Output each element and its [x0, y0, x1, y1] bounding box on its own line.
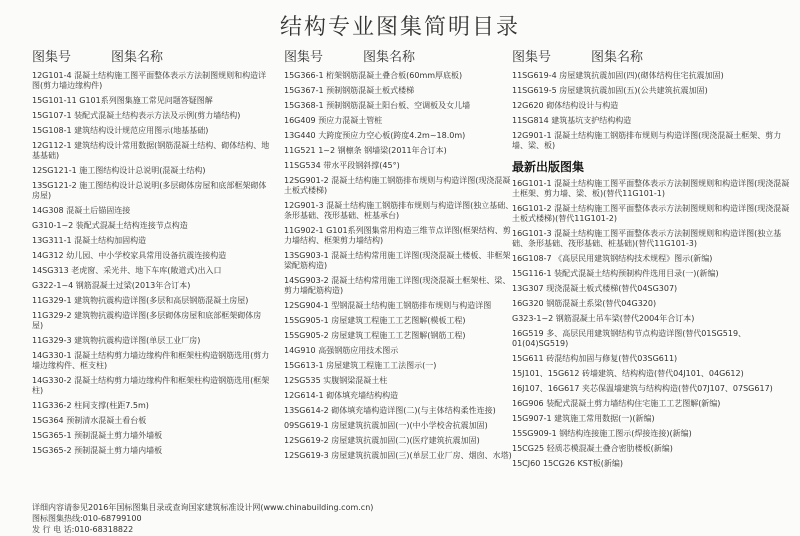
catalog-item: 12G901-3 混凝土结构施工钢筋排布规则与构造详图(独立基础、条形基础、筏形基础、桩基承台): [284, 201, 514, 220]
catalog-item: 15J101、15G612 砖墙建筑、结构构造(替代04J101、04G612): [512, 369, 744, 378]
catalog-item: G323-1~2 钢筋混凝土吊车梁(替代2004年合订本): [512, 314, 695, 323]
new-publications-title: 最新出版图集: [512, 160, 585, 174]
column-header: [284, 46, 514, 65]
catalog-item: 16G320 钢筋混凝土系梁(替代04G320): [512, 299, 657, 308]
catalog-item: 16G101-1 混凝土结构施工图平面整体表示方法制图规则和构造详图(现浇混凝土框架、剪力墙、梁、板)(替代11G101-1): [512, 179, 790, 198]
catalog-item: 14G330-1 混凝土结构剪力墙边缘构件和框架柱构造钢筋选用(剪力墙边缘构件、框支柱): [32, 351, 270, 370]
catalog-item: 12SG535 实腹钢梁混凝土柱: [284, 376, 388, 385]
catalog-item: 11SG534 带水平段钢斜撑(45°): [284, 161, 400, 170]
catalog-column-2: [284, 46, 514, 464]
catalog-item: 15CJ60 15CG26 KST板(新编): [512, 459, 623, 468]
catalog-item: 14G312 幼儿园、中小学校家具常用设备抗震连接构造: [32, 251, 227, 260]
catalog-item: 12G101-4 混凝土结构施工图平面整体表示方法制图规则和构造详图(剪力墙边缘构件): [32, 71, 267, 90]
catalog-item: 11G521 1~2 钢檩条 钢墙梁(2011年合订本): [284, 146, 447, 155]
catalog-item: 15G101-11 G101系列图集施工常见问题答疑图解: [32, 96, 213, 105]
column-header: [512, 46, 792, 65]
catalog-item: 15G116-1 装配式混凝土结构预制构件选用目录(一)(新编): [512, 269, 719, 278]
catalog-item: 11G329-1 建筑物抗震构造详图(多层和高层钢筋混凝土房屋): [32, 296, 249, 305]
catalog-item: 16G108-7 《高层民用建筑钢结构技术规程》图示(新编): [512, 254, 713, 263]
catalog-item: 16G101-2 混凝土结构施工图平面整体表示方法制图规则和构造详图(现浇混凝土板式楼梯)(替代11G101-2): [512, 204, 790, 223]
catalog-list-3: [512, 69, 792, 154]
catalog-item: 12SG904-1 型钢混凝土结构施工钢筋排布规则与构造详图: [284, 301, 492, 310]
catalog-item: 15G365-1 预制混凝土剪力墙外墙板: [32, 431, 163, 440]
catalog-item: 15SG905-2 房屋建筑工程施工工艺图解(钢筋工程): [284, 331, 466, 340]
catalog-item: 14SG903-2 混凝土结构常用施工详图(现浇混凝土框架柱、梁、剪力墙配筋构造): [284, 276, 511, 295]
distribution-phone: 发 行 电 话:010-68318822: [32, 525, 134, 534]
column-header: [32, 46, 272, 65]
catalog-item: 16G101-3 混凝土结构施工图平面整体表示方法制图规则和构造详图(独立基础、条形基础、筏形基础、桩基础)(替代11G101-3): [512, 229, 782, 248]
catalog-item: 14SG313 老虎窗、采光井、地下车库(敞道式)出入口: [32, 266, 222, 275]
catalog-item: 11SG619-5 房屋建筑抗震加固(五)(公共建筑抗震加固): [512, 86, 708, 95]
catalog-item: 15G368-1 预制钢筋混凝土阳台板、空调板及女儿墙: [284, 101, 471, 110]
catalog-item: 14G330-2 混凝土结构剪力墙边缘构件和框架柱构造钢筋选用(框架柱): [32, 376, 270, 395]
catalog-item: 12G112-1 建筑结构设计常用数据(钢筋混凝土结构、砌体结构、地基基础): [32, 141, 270, 160]
header-atlas-name: 图集名称: [363, 50, 416, 65]
catalog-item: 16G519 多、高层民用建筑钢结构节点构造详图(替代01SG519、01(04)SG519): [512, 329, 747, 348]
catalog-column-1: [32, 46, 272, 459]
catalog-item: 11SG814 建筑基坑支护结构构造: [512, 116, 632, 125]
catalog-item: 09SG619-1 房屋建筑抗震加固(一)(中小学校舍抗震加固): [284, 421, 488, 430]
header-atlas-name: 图集名称: [111, 50, 164, 65]
header-atlas-no: 图集号: [284, 50, 324, 65]
catalog-item: 15G366-1 桁架钢筋混凝土叠合板(60mm厚底板): [284, 71, 463, 80]
catalog-item: 16G906 装配式混凝土剪力墙结构住宅施工工艺图解(新编): [512, 399, 721, 408]
catalog-item: 15G611 砖混结构加固与修复(替代03SG611): [512, 354, 678, 363]
catalog-item: 13G440 大跨度预应力空心板(跨度4.2m~18.0m): [284, 131, 466, 140]
catalog-item: 15G364 预制清水混凝土看台板: [32, 416, 147, 425]
header-atlas-no: 图集号: [512, 50, 552, 65]
catalog-item: 11G902-1 G101系列图集常用构造三维节点详图(框架结构、剪力墙结构、框架剪力墙结构): [284, 226, 511, 245]
hotline: 图标图集热线:010-68799100: [32, 514, 142, 523]
catalog-item: 15G367-1 预制钢筋混凝土板式楼梯: [284, 86, 415, 95]
catalog-item: 13G307 现浇混凝土板式楼梯(替代04SG307): [512, 284, 678, 293]
catalog-item: 12G901-1 混凝土结构施工钢筋排布规则与构造详图(现浇混凝土框架、剪力墙、梁、板): [512, 131, 782, 150]
catalog-item: 15G365-2 预制混凝土剪力墙内墙板: [32, 446, 163, 455]
catalog-item: 11G329-2 建筑物抗震构造详图(多层砌体房屋和底部框架砌体房屋): [32, 311, 262, 330]
catalog-item: 16J107、16G617 夹芯保温墙建筑与结构构造(替代07J107、07SG617): [512, 384, 773, 393]
catalog-item: 13SG903-1 混凝土结构常用施工详图(现浇混凝土楼板、非框架 梁配筋构造): [284, 251, 511, 270]
catalog-item: 11SG619-4 房屋建筑抗震加固(四)(砌体结构住宅抗震加固): [512, 71, 724, 80]
catalog-item: 15G108-1 建筑结构设计规范应用图示(地基基础): [32, 126, 209, 135]
new-publications-list: [512, 177, 792, 472]
catalog-item: 14G308 混凝土后锚固连接: [32, 206, 131, 215]
footer-info: [32, 502, 552, 535]
catalog-item: 15CG25 轻质芯模混凝土叠合密肋楼板(新编): [512, 444, 673, 453]
catalog-item: 15SG905-1 房屋建筑工程施工工艺图解(模板工程): [284, 316, 466, 325]
catalog-item: G322-1~4 钢筋混凝土过梁(2013年合订本): [32, 281, 191, 290]
catalog-item: 15G107-1 装配式混凝土结构表示方法及示例(剪力墙结构): [32, 111, 241, 120]
catalog-item: 12SG619-2 房屋建筑抗震加固(二)(医疗建筑抗震加固): [284, 436, 480, 445]
catalog-item: 15G613-1 房屋建筑工程施工工法图示(一): [284, 361, 437, 370]
catalog-item: 14G910 高强钢筋应用技术图示: [284, 346, 399, 355]
catalog-item: 13SG614-2 砌体填充墙构造详图(二)(与主体结构柔性连接): [284, 406, 496, 415]
footer-note: 详细内容请参见2016年国标图集目录或查询国家建筑标准设计网(www.chinabuilding.com.cn): [32, 503, 374, 512]
catalog-item: 12SG619-3 房屋建筑抗震加固(三)(单层工业厂房、烟囱、水塔): [284, 451, 512, 460]
catalog-list-2: [284, 69, 514, 464]
catalog-item: 12G614-1 砌体填充墙结构构造: [284, 391, 399, 400]
catalog-column-3: [512, 46, 792, 472]
catalog-item: 12G620 砌体结构设计与构造: [512, 101, 619, 110]
header-atlas-no: 图集号: [32, 50, 72, 65]
catalog-item: 11G329-3 建筑物抗震构造详图(单层工业厂房): [32, 336, 201, 345]
catalog-item: 13G311-1 混凝土结构加固构造: [32, 236, 147, 245]
catalog-item: 15SG909-1 钢结构连接施工图示(焊接连接)(新编): [512, 429, 692, 438]
catalog-list-1: [32, 69, 272, 459]
catalog-item: 13SG121-2 施工图结构设计总说明(多层砌体房屋和底部框架砌体房屋): [32, 181, 267, 200]
catalog-item: 16G409 预应力混凝土管桩: [284, 116, 383, 125]
header-atlas-name: 图集名称: [591, 50, 644, 65]
catalog-item: 11G336-2 柱间支撑(柱距7.5m): [32, 401, 149, 410]
catalog-item: 15G907-1 建筑施工常用数据(一)(新编): [512, 414, 655, 423]
catalog-item: 12SG901-2 混凝土结构施工钢筋排布规则与构造详图(现浇混凝土板式楼梯): [284, 176, 511, 195]
catalog-item: G310-1~2 装配式混凝土结构连接节点构造: [32, 221, 188, 230]
catalog-item: 12SG121-1 施工图结构设计总说明(混凝土结构): [32, 166, 206, 175]
page-title: 结构专业图集简明目录: [279, 15, 520, 40]
